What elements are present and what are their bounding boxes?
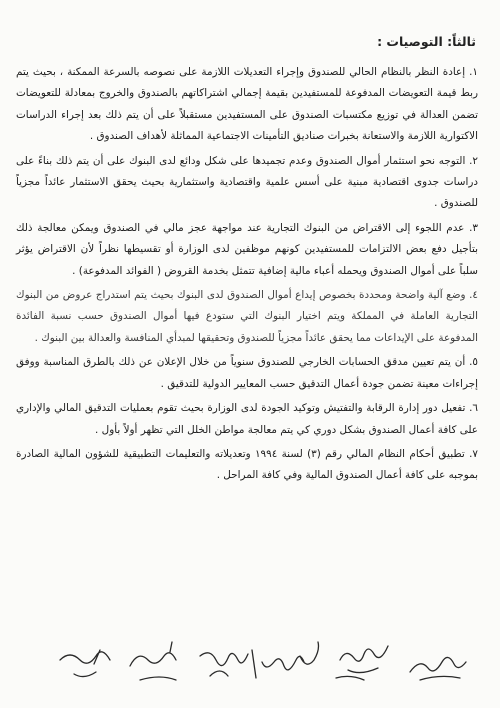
signature-6 [60, 650, 110, 677]
signature-scribbles [0, 620, 500, 700]
item-text: تفعيل دور إدارة الرقابة والتفتيش وتوكيد الجودة لدى الوزارة بحيث تقوم بعمليات التدقيق المالي والإداري على كافة أعمال الصندوق بشكل دوري كي يتم معالجة مواطن الخلل التي تظهر أولاً بأول . [16, 402, 478, 436]
signature-1 [410, 657, 466, 680]
recommendation-item-3 [16, 218, 478, 282]
item-number: ٧. [469, 447, 478, 460]
recommendations-list [16, 62, 478, 490]
recommendation-item-5 [16, 352, 478, 395]
item-text: أن يتم تعيين مدقق الحسابات الخارجي للصندوق سنوياً من خلال الإعلان عن ذلك بالطرق المناسبة ووفق إجراءات معينة تضمن جودة أعمال التدقيق حسب المعايير الدولية للتدقيق . [16, 356, 478, 390]
item-number: ٥. [469, 356, 478, 369]
item-number: ٤. [469, 289, 478, 302]
item-number: ٢. [469, 154, 479, 167]
item-text: تطبيق أحكام النظام المالي رقم (٣) لسنة ١٩٩٤ وتعديلاته والتعليمات التطبيقية للشؤون المالية الصادرة بموجبه على كافة أعمال الصندوق المالية وفي كافة المراحل . [16, 447, 478, 482]
signature-5 [130, 642, 176, 680]
signature-4 [200, 653, 248, 676]
recommendation-item-6 [16, 398, 478, 441]
item-number: ٣. [469, 221, 478, 234]
recommendation-item-4 [16, 285, 478, 349]
section-heading: ثالثاً: التوصيات : [377, 34, 476, 49]
item-text: التوجه نحو استثمار أموال الصندوق وعدم تجميدها على شكل ودائع لدى البنوك على أن يتم ذلك بناءً على دراسات جدوى اقتصادية مبنية على أسس علمية واقتصادية واستثمارية بحيث يحقق الاستثمار عائداً مجزياً للصندوق . [16, 154, 478, 210]
recommendation-item-7 [16, 444, 478, 487]
item-text: إعادة النظر بالنظام الحالي للصندوق وإجراء التعديلات اللازمة على نصوصه بالسرعة الممكنة ، بحيث يتم ربط قيمة التعويضات المدفوعة للمستفيدين بقيمة إجمالي اشتراكاتهم بالصندوق والخروج بمعادلة للتعويضات تضمن العدالة في توزيع مكتسبات الصندوق على المستفيدين مستقبلاً على أن يتم ذلك بعد إجراء الدراسات الاكتوارية اللازمة والاستعانة بخبرات صناديق التأمينات الاجتماعية المماثلة لأهداف الصندوق . [16, 66, 478, 143]
item-number: ١. [469, 66, 478, 78]
handwritten-signatures [0, 620, 500, 700]
item-number: ٦. [469, 402, 478, 415]
item-text: وضع آلية واضحة ومحددة بخصوص إيداع أموال الصندوق لدى البنوك بحيث يتم استدراج عروض من البنوك التجارية العاملة في المملكة ويتم اختيار البنوك التي ستودع فيها أموال الصندوق حسب نسبة الفائدة المدفوعة على الإيداعات مما يحقق عائداً مجزياً للصندوق وتحقيقها لمبدأي المنافسة والعدالة بين البنوك . [16, 289, 478, 344]
recommendation-item-2 [16, 151, 478, 215]
recommendation-item-1 [16, 62, 478, 148]
signature-2 [336, 646, 388, 680]
signature-3 [252, 642, 319, 678]
item-text: عدم اللجوء إلى الاقتراض من البنوك التجارية عند مواجهة عجز مالي في الصندوق ويمكن معالجة ذلك بتأجيل دفع بعض الالتزامات للمستفيدين كونهم موظفين لدى الوزارة أو تقسيطها نظراً لأن الاقتراض يؤثر سلباً على أموال الصندوق ويحمله أعباء مالية إضافية تتمثل بخدمة القروض ( الفوائد المدفوعة) . [16, 221, 478, 277]
